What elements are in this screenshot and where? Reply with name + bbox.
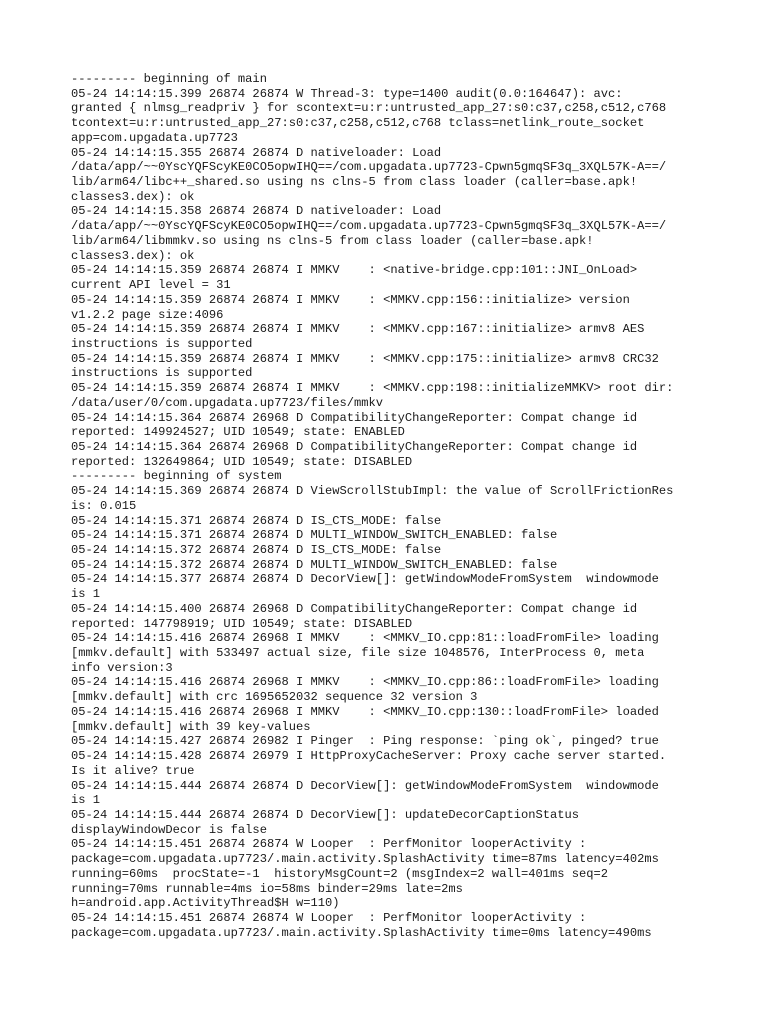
log-line: running=60ms procState=-1 historyMsgCount=2 (msgIndex=2 wall=401ms seq=2 xyxy=(71,866,609,881)
log-line: [mmkv.default] with crc 1695652032 sequence 32 version 3 xyxy=(71,690,478,705)
log-line: 05-24 14:14:15.371 26874 26874 D IS_CTS_MODE: false xyxy=(71,513,442,528)
log-line: reported: 132649864; UID 10549; state: DISABLED xyxy=(71,454,413,469)
log-line: is 1 xyxy=(71,587,101,602)
log-line: 05-24 14:14:15.444 26874 26874 D DecorView[]: getWindowModeFromSystem windowmode xyxy=(71,778,659,793)
log-line: 05-24 14:14:15.399 26874 26874 W Thread-3: type=1400 audit(0.0:164647): avc: xyxy=(71,86,623,101)
log-line: 05-24 14:14:15.364 26874 26968 D CompatibilityChangeReporter: Compat change id xyxy=(71,410,638,425)
log-line: package=com.upgadata.up7723/.main.activity.SplashActivity time=87ms latency=402ms xyxy=(71,852,659,867)
log-line: 05-24 14:14:15.359 26874 26874 I MMKV : <MMKV.cpp:198::initializeMMKV> root dir: xyxy=(71,381,674,396)
log-line: Is it alive? true xyxy=(71,763,195,778)
log-line: 05-24 14:14:15.358 26874 26874 D nativeloader: Load xyxy=(71,204,442,219)
log-line: h=android.app.ActivityThread$H w=110) xyxy=(71,896,340,911)
log-line: 05-24 14:14:15.359 26874 26874 I MMKV : <MMKV.cpp:156::initialize> version xyxy=(71,292,630,307)
log-line: [mmkv.default] with 39 key-values xyxy=(71,719,311,734)
log-line: /data/app/~~0YscYQFScyKE0CO5opwIHQ==/com.upgadata.up7723-Cpwn5gmqSF3q_3XQL57K-A==/ xyxy=(71,160,667,175)
log-line: 05-24 14:14:15.444 26874 26874 D DecorView[]: updateDecorCaptionStatus xyxy=(71,807,580,822)
log-line: 05-24 14:14:15.372 26874 26874 D MULTI_WINDOW_SWITCH_ENABLED: false xyxy=(71,557,558,572)
log-line: package=com.upgadata.up7723/.main.activity.SplashActivity time=0ms latency=490ms xyxy=(71,925,652,940)
log-line: 05-24 14:14:15.428 26874 26979 I HttpProxyCacheServer: Proxy cache server started. xyxy=(71,749,667,764)
log-line: reported: 147798919; UID 10549; state: DISABLED xyxy=(71,616,413,631)
log-line: is: 0.015 xyxy=(71,498,137,513)
log-line: /data/app/~~0YscYQFScyKE0CO5opwIHQ==/com.upgadata.up7723-Cpwn5gmqSF3q_3XQL57K-A==/ xyxy=(71,219,667,234)
log-line: current API level = 31 xyxy=(71,278,231,293)
log-line: 05-24 14:14:15.359 26874 26874 I MMKV : <MMKV.cpp:175::initialize> armv8 CRC32 xyxy=(71,351,659,366)
log-line: 05-24 14:14:15.416 26874 26968 I MMKV : <MMKV_IO.cpp:81::loadFromFile> loading xyxy=(71,631,659,646)
log-line: --------- beginning of system xyxy=(71,469,282,484)
log-line: [mmkv.default] with 533497 actual size, file size 1048576, InterProcess 0, meta xyxy=(71,646,645,661)
log-line: classes3.dex): ok xyxy=(71,189,195,204)
log-line: lib/arm64/libc++_shared.so using ns clns-5 from class loader (caller=base.apk! xyxy=(71,175,638,190)
log-line: 05-24 14:14:15.451 26874 26874 W Looper : PerfMonitor looperActivity : xyxy=(71,910,587,925)
log-line: tcontext=u:r:untrusted_app_27:s0:c37,c258,c512,c768 tclass=netlink_route_socket xyxy=(71,116,645,131)
log-line: /data/user/0/com.upgadata.up7723/files/mmkv xyxy=(71,395,384,410)
log-line: 05-24 14:14:15.416 26874 26968 I MMKV : <MMKV_IO.cpp:86::loadFromFile> loading xyxy=(71,675,659,690)
log-line: 05-24 14:14:15.359 26874 26874 I MMKV : <native-bridge.cpp:101::JNI_OnLoad> xyxy=(71,263,638,278)
log-line: 05-24 14:14:15.369 26874 26874 D ViewScrollStubImpl: the value of ScrollFrictionRes xyxy=(71,484,674,499)
log-line: reported: 149924527; UID 10549; state: ENABLED xyxy=(71,425,405,440)
log-line: app=com.upgadata.up7723 xyxy=(71,130,238,145)
log-line: is 1 xyxy=(71,793,101,808)
log-line: 05-24 14:14:15.371 26874 26874 D MULTI_WINDOW_SWITCH_ENABLED: false xyxy=(71,528,558,543)
log-line: 05-24 14:14:15.416 26874 26968 I MMKV : <MMKV_IO.cpp:130::loadFromFile> loaded xyxy=(71,704,659,719)
log-line: info version:3 xyxy=(71,660,173,675)
log-line: 05-24 14:14:15.355 26874 26874 D nativeloader: Load xyxy=(71,145,442,160)
log-line: --------- beginning of main xyxy=(71,72,267,86)
log-line: instructions is supported xyxy=(71,366,253,381)
log-line: v1.2.2 page size:4096 xyxy=(71,307,224,322)
log-line: 05-24 14:14:15.364 26874 26968 D CompatibilityChangeReporter: Compat change id xyxy=(71,439,638,454)
log-line: 05-24 14:14:15.451 26874 26874 W Looper : PerfMonitor looperActivity : xyxy=(71,837,587,852)
log-line: instructions is supported xyxy=(71,336,253,351)
log-line: 05-24 14:14:15.359 26874 26874 I MMKV : <MMKV.cpp:167::initialize> armv8 AES xyxy=(71,322,645,337)
log-line: granted { nlmsg_readpriv } for scontext=u:r:untrusted_app_27:s0:c37,c258,c512,c768 xyxy=(71,101,667,116)
log-line: classes3.dex): ok xyxy=(71,248,195,263)
log-text-block xyxy=(71,72,721,940)
log-line: lib/arm64/libmmkv.so using ns clns-5 from class loader (caller=base.apk! xyxy=(71,233,594,248)
log-line: 05-24 14:14:15.427 26874 26982 I Pinger : Ping response: `ping ok`, pinged? true xyxy=(71,734,659,749)
log-line: 05-24 14:14:15.400 26874 26968 D CompatibilityChangeReporter: Compat change id xyxy=(71,601,638,616)
log-line: displayWindowDecor is false xyxy=(71,822,267,837)
log-line: 05-24 14:14:15.377 26874 26874 D DecorView[]: getWindowModeFromSystem windowmode xyxy=(71,572,659,587)
log-line: 05-24 14:14:15.372 26874 26874 D IS_CTS_MODE: false xyxy=(71,543,442,557)
log-line: running=70ms runnable=4ms io=58ms binder=29ms late=2ms xyxy=(71,881,463,896)
